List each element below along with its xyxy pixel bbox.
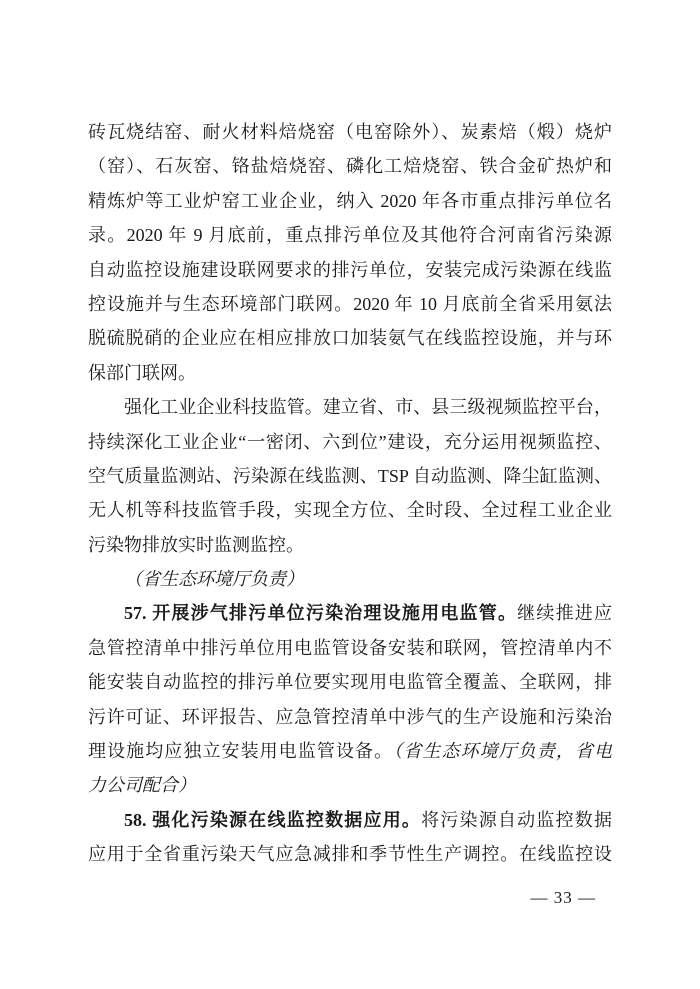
page-number: — 33 — [530,888,596,907]
text-line [88,700,612,734]
responsibility-note: （省生态环境厅负责） [124,569,304,590]
item-heading: 57. 开展涉气排污单位污染治理设施用电监管。 [124,603,518,624]
text-line [88,321,612,355]
body-text: 能安装自动监控的排污单位要实现用电监管全覆盖、全联网，排 [88,672,612,693]
body-text: 应用于全省重污染天气应急减排和季节性生产调控。在线监控设 [88,844,612,865]
body-text: 理设施均应独立安装用电监管设备。 [88,741,394,762]
text-line [88,803,612,837]
responsibility-note: 力公司配合） [88,775,196,796]
text-line [88,356,612,390]
body-text: 砖瓦烧结窑、耐火材料焙烧窑（电窑除外）、炭素焙（煅）烧炉 [88,122,612,142]
body-text: 控设施并与生态环境部门联网。2020 年 10 月底前全省采用氨法 [88,293,612,314]
text-line [88,218,612,252]
body-text: 污许可证、环评报告、应急管控清单中涉气的生产设施和污染治 [88,706,612,727]
text-line [88,115,612,149]
body-text: 将污染源自动监控数据 [421,809,612,830]
body-text: （窑）、石灰窑、铬盐焙烧窑、磷化工焙烧窑、铁合金矿热炉和 [88,156,612,177]
text-content [88,115,612,872]
text-line [88,768,612,802]
responsibility-note: （省生态环境厅负责，省电 [393,741,612,762]
text-line [88,596,612,630]
text-line [88,149,612,183]
body-text: 空气质量监测站、污染源在线监测、TSP 自动监测、降尘缸监测、 [88,465,612,486]
body-text: 持续深化工业企业“一密闭、六到位”建设，充分运用视频监控、 [88,431,612,452]
text-line [88,390,612,424]
text-line [88,493,612,527]
text-line [88,528,612,562]
text-line [88,734,612,768]
body-text: 脱硫脱硝的企业应在相应排放口加装氨气在线监控设施，并与环 [88,328,612,349]
item-heading: 58. 强化污染源在线监控数据应用。 [124,809,422,830]
body-text: 继续推进应 [517,603,612,624]
body-text: 自动监控设施建设联网要求的排污单位，安装完成污染源在线监 [88,259,612,280]
text-line [88,631,612,665]
text-line [88,184,612,218]
body-text: 无人机等科技监管手段，实现全方位、全时段、全过程工业企业 [88,500,612,521]
text-line [88,253,612,287]
text-line [88,562,612,596]
body-text: 污染物排放实时监测监控。 [88,534,304,555]
text-line [88,287,612,321]
body-text: 保部门联网。 [88,362,196,383]
text-line [88,665,612,699]
body-text: 急管控清单中排污单位用电监管设备安装和联网，管控清单内不 [88,637,612,658]
body-text: 强化工业企业科技监管。建立省、市、县三级视频监控平台， [124,397,612,418]
text-line [88,837,612,871]
body-text: 精炼炉等工业炉窑工业企业，纳入 2020 年各市重点排污单位名 [88,190,612,211]
text-line [88,425,612,459]
body-text: 录。2020 年 9 月底前，重点排污单位及其他符合河南省污染源 [88,225,612,246]
text-line [88,459,612,493]
